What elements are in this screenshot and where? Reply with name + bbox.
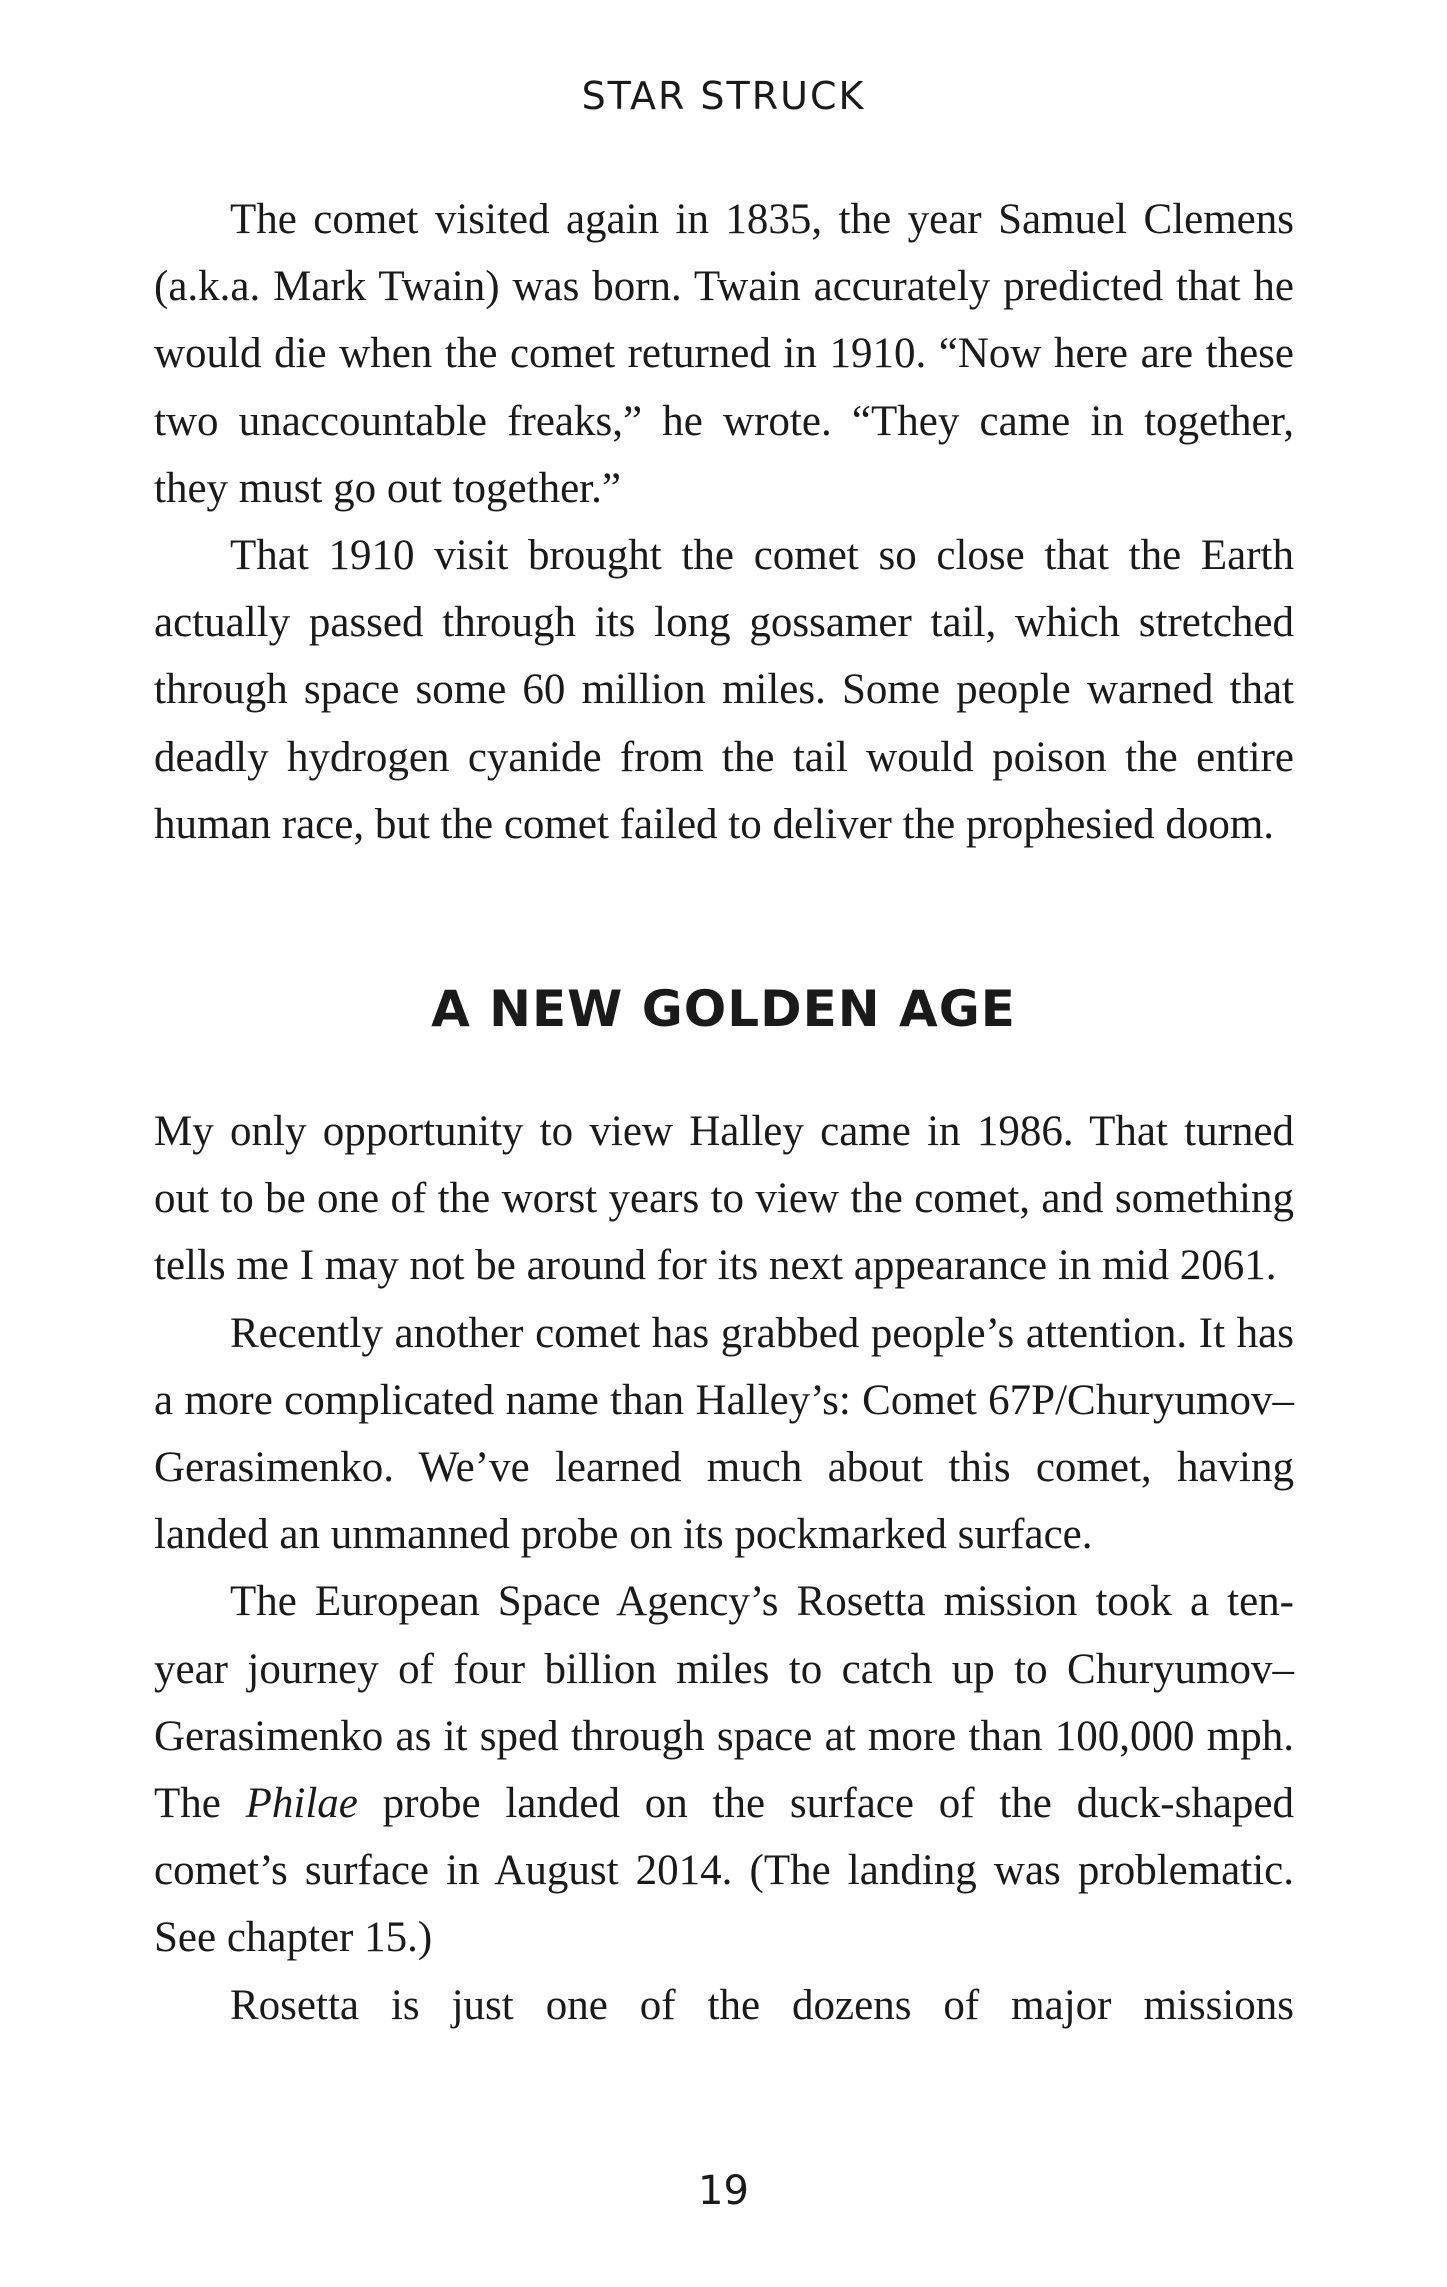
paragraph [154, 1568, 1294, 1971]
running-head: STAR STRUCK [581, 74, 866, 118]
text-block-section [154, 1098, 1294, 2039]
section-heading: A NEW GOLDEN AGE [431, 980, 1016, 1038]
paragraph: That 1910 visit brought the comet so close that the Earth actually passed through its long gossamer tail, which stretched through space some 60 million miles. Some people warned that deadly hydrogen cyanide from the tail would poison the entire human race, but the comet failed to deliver the prophesied doom. [154, 532, 1294, 848]
page-number: 19 [698, 2168, 749, 2214]
paragraph-text: The European Space Agency’s Rosetta mission took a ten-year journey of four billion miles to catch up to Churyumov–Gerasimenko as it sped through space at more than 100,000 mph. The [154, 1578, 1294, 1828]
paragraph-text: probe landed on the surface of the duck-shaped comet’s surface in August 2014. (The landing was problematic. See chapter 15.) [154, 1780, 1294, 1962]
paragraph-last-line: Rosetta is just one of the dozens of major missions [230, 1981, 1294, 2029]
paragraph: The comet visited again in 1835, the year Samuel Clemens (a.k.a. Mark Twain) was born. Twain accurately predicted that he would die when the comet returned in 1910. “Now here are these two unaccountable freaks,” he wrote. “They came in together, they must go out together.” [154, 196, 1294, 512]
paragraph: Recently another comet has grabbed people’s attention. It has a more complicated name than Halley’s: Comet 67P/Churyumov–Gerasimenko. We’ve learned much about this comet, having landed an unmanned probe on its pockmarked surface. [154, 1309, 1294, 1559]
text-block-top [154, 186, 1294, 858]
italic-title: Philae [245, 1780, 358, 1828]
paragraph: My only opportunity to view Halley came in 1986. That turned out to be one of the worst years to view the comet, and something tells me I may not be around for its next appearance in mid 2061. [154, 1108, 1294, 1290]
